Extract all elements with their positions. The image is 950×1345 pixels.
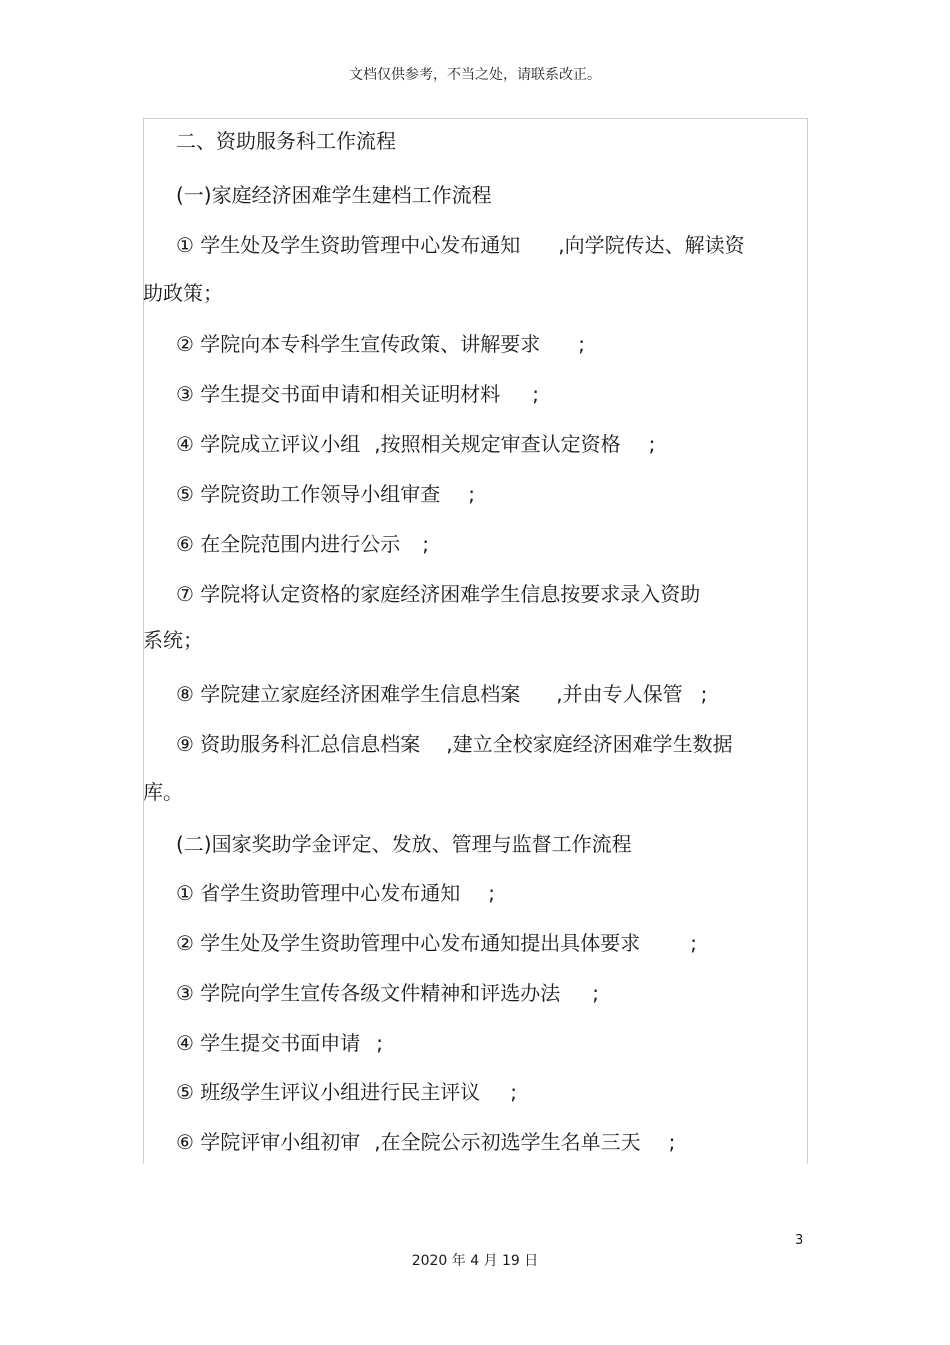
part2-item-3-text: ③ 学院向学生宣传各级文件精神和评选办法 bbox=[176, 981, 561, 1005]
part1-item-4-mid: ,按照相关规定审查认定资格 bbox=[374, 432, 621, 456]
part1-item-7-continued: 系统； bbox=[143, 628, 203, 652]
part2-item-6-text: ⑥ 学院评审小组初审 bbox=[176, 1130, 361, 1154]
part1-item-1 bbox=[176, 232, 745, 258]
part1-item-4-tail: ; bbox=[648, 432, 656, 456]
part1-item-5-tail: ; bbox=[468, 482, 476, 506]
part1-item-8 bbox=[176, 681, 707, 707]
part1-item-9-tail: ,建立全校家庭经济困难学生数据 bbox=[446, 732, 733, 756]
part1-item-3-tail: ; bbox=[532, 382, 540, 406]
part1-item-2 bbox=[176, 331, 585, 357]
part1-item-6 bbox=[176, 531, 429, 557]
part1-item-6-tail: ; bbox=[422, 532, 430, 556]
page-number: 3 bbox=[795, 1233, 804, 1248]
part2-item-1 bbox=[176, 880, 495, 906]
part2-item-2-tail: ; bbox=[690, 931, 698, 955]
part2-item-5 bbox=[176, 1079, 517, 1105]
part1-item-9-text: ⑨ 资助服务科汇总信息档案 bbox=[176, 732, 421, 756]
part2-item-2-text: ② 学生处及学生资助管理中心发布通知提出具体要求 bbox=[176, 931, 641, 955]
part1-item-5-text: ⑤ 学院资助工作领导小组审查 bbox=[176, 482, 441, 506]
part1-item-7: ⑦ 学院将认定资格的家庭经济困难学生信息按要求录入资助 bbox=[176, 582, 701, 606]
part1-item-4-text: ④ 学院成立评议小组 bbox=[176, 432, 361, 456]
footer-date: 2020 年 4 月 19 日 bbox=[411, 1253, 539, 1269]
part2-item-6-tail: ; bbox=[668, 1130, 676, 1154]
part2-item-6 bbox=[176, 1129, 675, 1155]
part1-heading: (一)家庭经济困难学生建档工作流程 bbox=[176, 183, 492, 207]
section-title: 二、资助服务科工作流程 bbox=[176, 129, 396, 153]
part1-item-8-mid: ,并由专人保管 bbox=[556, 682, 683, 706]
part2-item-6-mid: ,在全院公示初选学生名单三天 bbox=[374, 1130, 641, 1154]
part1-item-9 bbox=[176, 731, 733, 757]
part1-item-2-tail: ; bbox=[578, 332, 586, 356]
part1-item-3-text: ③ 学生提交书面申请和相关证明材料 bbox=[176, 382, 501, 406]
part1-item-2-text: ② 学院向本专科学生宣传政策、讲解要求 bbox=[176, 332, 541, 356]
part2-item-1-text: ① 省学生资助管理中心发布通知 bbox=[176, 881, 461, 905]
part1-item-1-text: ① 学生处及学生资助管理中心发布通知 bbox=[176, 233, 521, 257]
part2-item-2 bbox=[176, 930, 697, 956]
part2-item-4-tail: ; bbox=[376, 1031, 384, 1055]
part2-item-3 bbox=[176, 980, 599, 1006]
part2-item-5-tail: ; bbox=[510, 1080, 518, 1104]
part2-heading: (二)国家奖助学金评定、发放、管理与监督工作流程 bbox=[176, 832, 632, 856]
page-frame bbox=[143, 118, 808, 1164]
part1-item-4 bbox=[176, 431, 655, 457]
part1-item-8-text: ⑧ 学院建立家庭经济困难学生信息档案 bbox=[176, 682, 521, 706]
part2-item-1-tail: ; bbox=[488, 881, 496, 905]
part1-item-8-tail: ; bbox=[700, 682, 708, 706]
part1-item-1-tail: ,向学院传达、解读资 bbox=[558, 233, 745, 257]
part1-item-5 bbox=[176, 481, 475, 507]
part1-item-6-text: ⑥ 在全院范围内进行公示 bbox=[176, 532, 401, 556]
part2-item-3-tail: ; bbox=[592, 981, 600, 1005]
part1-item-3 bbox=[176, 381, 539, 407]
part1-item-1-continued: 助政策； bbox=[143, 281, 223, 305]
part2-item-5-text: ⑤ 班级学生评议小组进行民主评议 bbox=[176, 1080, 481, 1104]
header-note: 文档仅供参考，不当之处，请联系改正。 bbox=[349, 67, 601, 83]
part2-item-4 bbox=[176, 1030, 383, 1056]
part2-item-4-text: ④ 学生提交书面申请 bbox=[176, 1031, 361, 1055]
part1-item-9-continued: 库。 bbox=[143, 780, 183, 804]
